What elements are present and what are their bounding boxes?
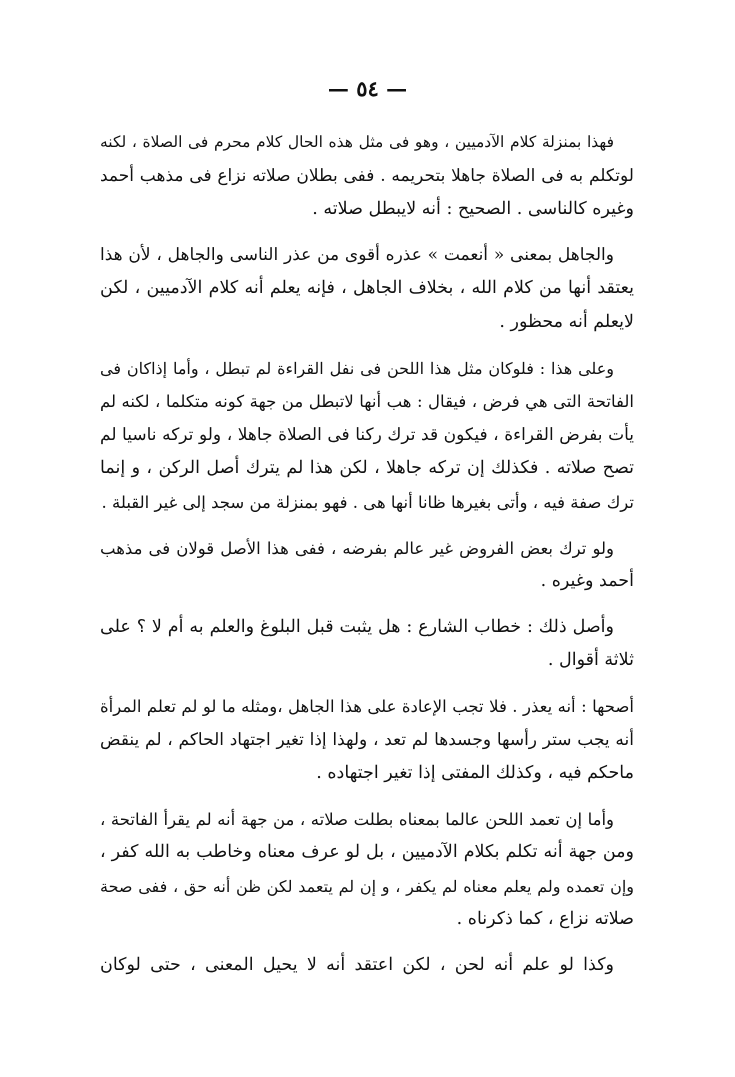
text-line: ماحكم فيه ، وكذلك المفتى إذا تغير اجتهاده . [316, 763, 634, 784]
text-line: ثلاثة أقوال . [547, 650, 634, 671]
text-line: أنه يجب ستر رأسها وجسدها لم تعد ، ولهذا إذا تغير اجتهاد الحاكم ، لم ينقض [100, 729, 634, 750]
text-line: وغيره كالناسى . الصحيح : أنه لايبطل صلاته . [312, 199, 634, 220]
text-line: أصحها : أنه يعذر . فلا تجب الإعادة على هذا الجاهل ،ومثله ما لو لم تعلم المرأة [100, 696, 634, 716]
text-line: أحمد وغيره . [540, 571, 634, 592]
paragraph [100, 239, 634, 340]
text-line: وأصل ذلك : خطاب الشارع : هل يثبت قبل البلوغ والعلم به أم لا ؟ على [100, 616, 614, 637]
text-line: لوتكلم به فى الصلاة جاهلا بتحريمه . ففى بطلان صلاته نزاع فى مذهب أحمد [100, 165, 634, 186]
body-text [100, 126, 634, 983]
text-line: فهذا بمنزلة كلام الآدميين ، وهو فى مثل هذه الحال كلام محرم فى الصلاة ، لكنه [100, 133, 614, 151]
paragraph [100, 690, 634, 791]
text-line: يأت بفرض القراءة ، فيكون قد ترك ركنا فى الصلاة جاهلا ، ولو تركه ناسيا لم [100, 424, 634, 445]
text-line: والجاهل بمعنى « أنعمت » عذره أقوى من عذر الناسى والجاهل ، لأن هذا [100, 244, 614, 265]
text-line: ترك صفة فيه ، وأتى بغيرها ظانا أنها هى . فهو بمنزلة من سجد إلى غير القبلة . [101, 492, 634, 512]
paragraph [100, 611, 634, 678]
paragraph [100, 803, 634, 937]
text-line: يعتقد أنها من كلام الله ، بخلاف الجاهل ، فإنه يعلم أنه كلام الآدميين ، لكن [100, 278, 634, 299]
text-line: صلاته نزاع ، كما ذكرناه . [456, 909, 634, 930]
text-line: لايعلم أنه محظور . [499, 311, 634, 332]
text-line: وأما إن تعمد اللحن عالما بمعناه بطلت صلاته ، من جهة أنه لم يقرأ الفاتحة ، [100, 809, 614, 829]
text-line: الفاتحة التى هي فرض ، فيقال : هب أنها لاتبطل من جهة كونه متكلما ، لكنه لم [100, 392, 634, 412]
text-line: وعلى هذا : فلوكان مثل هذا اللحن فى نفل القراءة لم تبطل ، وأما إذاكان فى [100, 358, 614, 378]
paragraph [100, 126, 634, 227]
text-line: وإن تعمده ولم يعلم معناه لم يكفر ، و إن لم يتعمد لكن ظن أنه حق ، ففى صحة [100, 876, 634, 896]
page-number: — ٥٤ — [327, 76, 408, 101]
paragraph [100, 532, 634, 599]
paragraph [100, 949, 634, 983]
paragraph [100, 352, 634, 520]
text-line: ومن جهة أنه تكلم بكلام الآدميين ، بل لو عرف معناه وخاطب به الله كفر ، [100, 842, 634, 863]
text-line: وكذا لو علم أنه لحن ، لكن اعتقد أنه لا يحيل المعنى ، حتى لوكان [100, 955, 614, 976]
text-line: تصح صلاته . فكذلك إن تركه جاهلا ، لكن هذا لم يترك أصل الركن ، و إنما [100, 458, 634, 479]
text-line: ولو ترك بعض الفروض غير عالم بفرضه ، ففى هذا الأصل قولان فى مذهب [100, 538, 614, 558]
